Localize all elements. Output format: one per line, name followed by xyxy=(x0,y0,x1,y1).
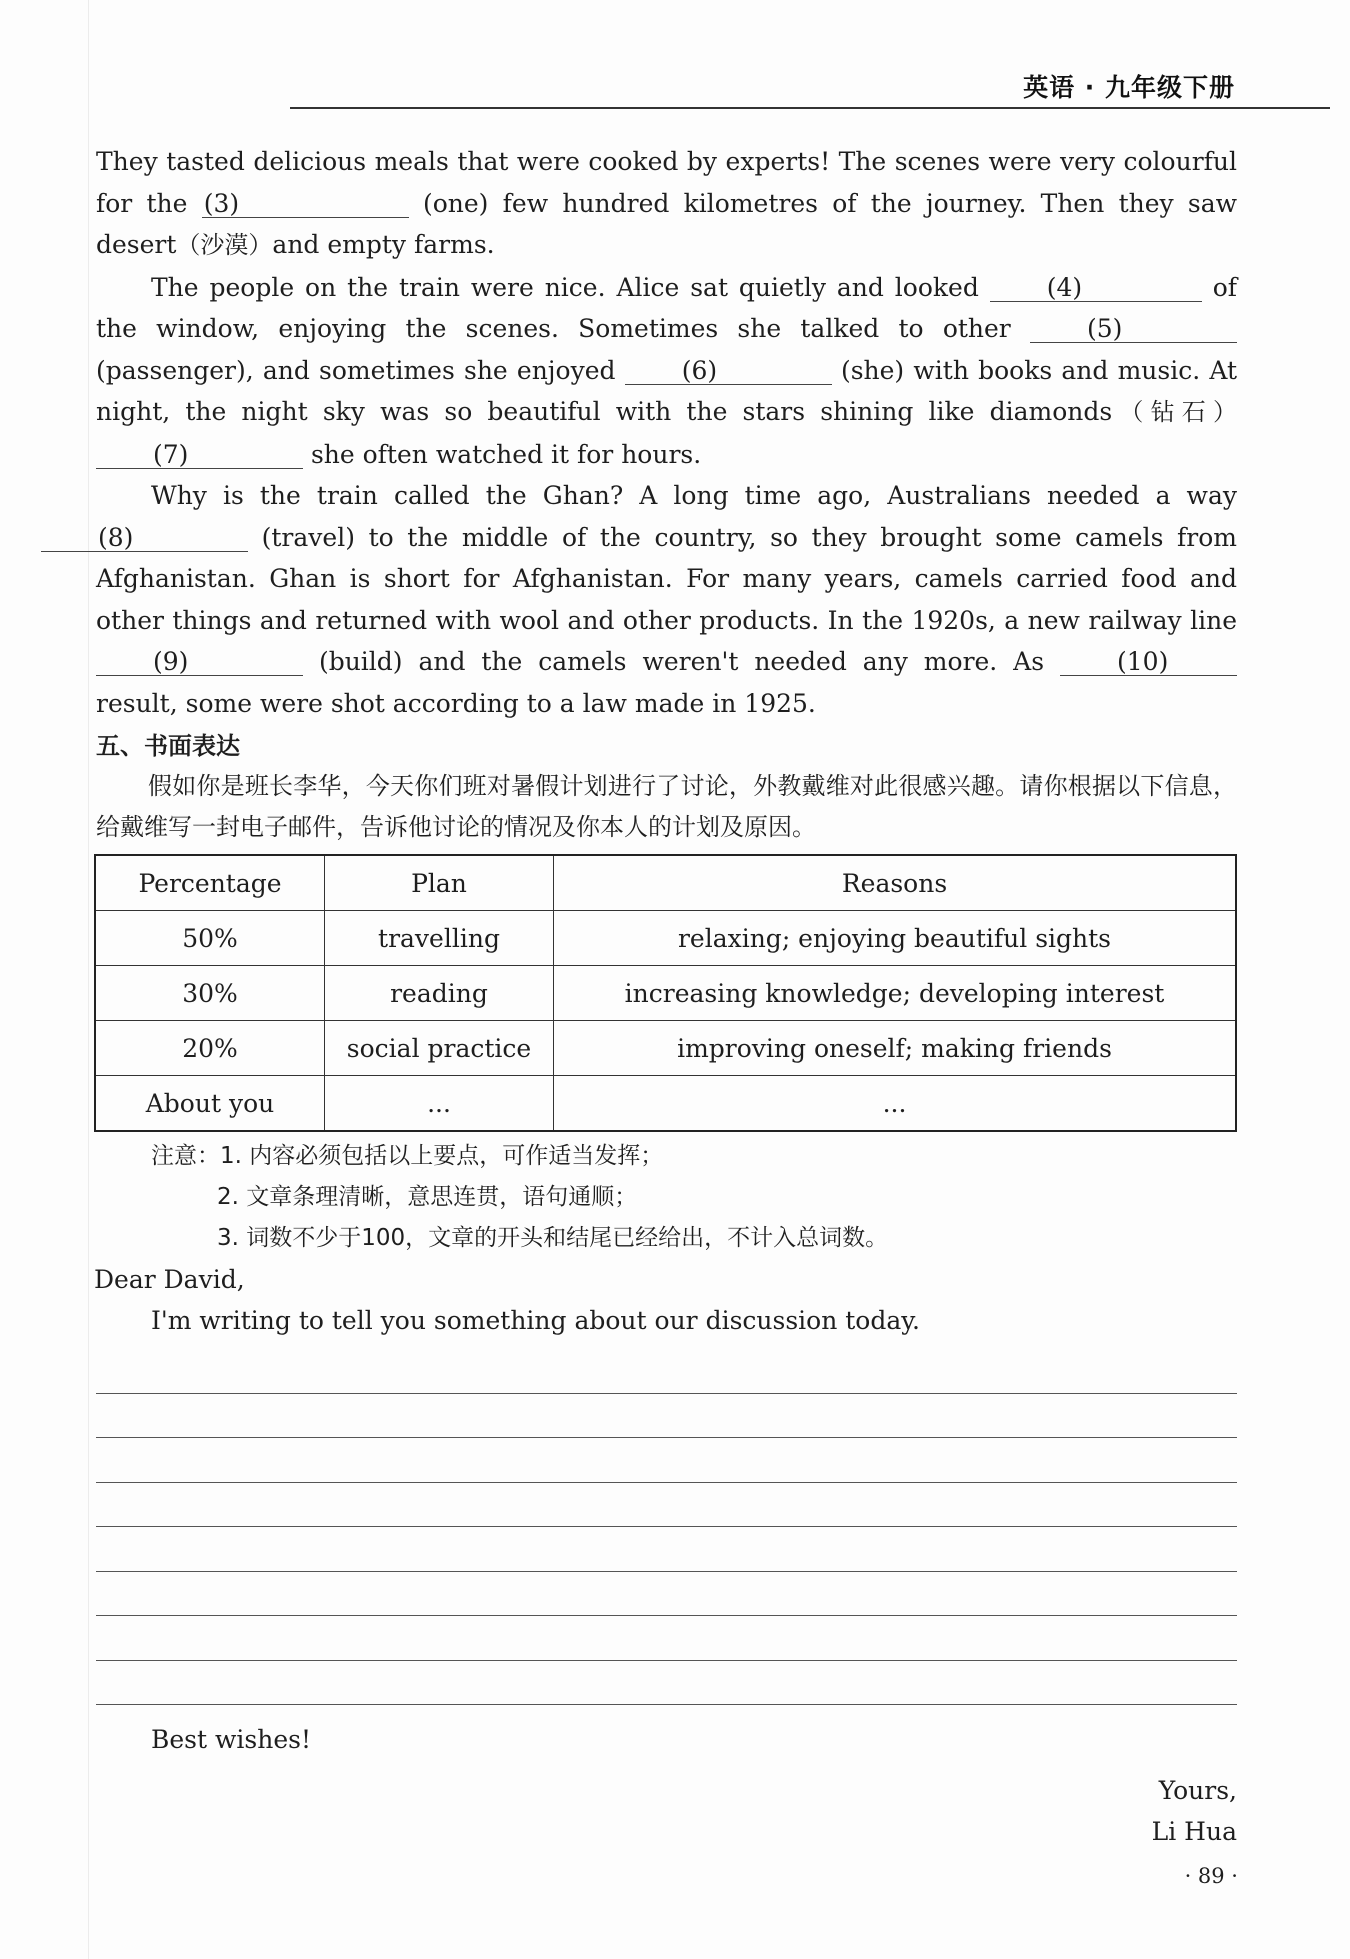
table-row xyxy=(95,911,1236,966)
passage-text: (one) few hundred kilometres of the journey. Then they saw desert xyxy=(96,188,1238,259)
blank-9[interactable]: (9) xyxy=(96,649,303,676)
table-cell: travelling xyxy=(325,911,554,966)
table-row xyxy=(95,1076,1236,1132)
blank-7[interactable]: (7) xyxy=(96,442,303,469)
passage-gloss: （沙 xyxy=(176,231,225,259)
blank-5[interactable]: (5) xyxy=(1030,316,1237,343)
letter xyxy=(96,1259,1237,1341)
table-cell: ... xyxy=(554,1076,1237,1132)
section-title: 五、书面表达 xyxy=(96,732,240,760)
table-cell: ... xyxy=(325,1076,554,1132)
table-cell: improving oneself; making friends xyxy=(554,1021,1237,1076)
table-cell: social practice xyxy=(325,1021,554,1076)
writing-line[interactable] xyxy=(96,1438,1237,1483)
passage-text: of the window, enjoying the scenes. Sometimes she talked to other xyxy=(96,272,1237,343)
writing-line[interactable] xyxy=(96,1483,1237,1528)
passage-paragraph-1 xyxy=(96,141,1237,267)
table-cell: 50% xyxy=(95,911,325,966)
table-cell: relaxing; enjoying beautiful sights xyxy=(554,911,1237,966)
passage-gloss: 漠） xyxy=(224,231,273,259)
table-row xyxy=(95,966,1236,1021)
passage-text: she often watched it for hours. xyxy=(310,439,702,469)
passage-text: (build) and the camels weren't needed any more. As xyxy=(318,647,1045,676)
letter-signoff xyxy=(96,1770,1237,1852)
binding-edge xyxy=(88,0,89,1959)
note-item: 注意：1. 内容必须包括以上要点，可作适当发挥； xyxy=(151,1143,664,1169)
header-rule xyxy=(290,107,1330,109)
table-header-row xyxy=(95,855,1236,911)
writing-lines xyxy=(96,1349,1237,1705)
table-row xyxy=(95,1021,1236,1076)
writing-line[interactable] xyxy=(96,1572,1237,1617)
table-header: Percentage xyxy=(95,855,325,911)
letter-closing: Best wishes! xyxy=(151,1725,311,1754)
passage-paragraph-2 xyxy=(96,267,1237,476)
table-cell: 30% xyxy=(95,966,325,1021)
signature: Li Hua xyxy=(1151,1817,1237,1846)
writing-line[interactable] xyxy=(96,1616,1237,1661)
passage-text: the xyxy=(146,188,188,218)
blank-10[interactable]: (10) xyxy=(1060,649,1237,676)
table-cell: About you xyxy=(95,1076,325,1132)
running-head: 英语 · 九年级下册 xyxy=(1023,73,1235,102)
plan-table xyxy=(94,854,1237,1132)
blank-4[interactable]: (4) xyxy=(990,275,1202,302)
passage-text: result, some were shot according to a law made in 1925. xyxy=(96,688,816,718)
passage-text: (travel) to the middle of the country, so they brought some camels from Afghanistan. Ghan is short for Afghanistan. For many years, camels carried food and other things and returned with wool and other products. In the 1920s, a new railway line xyxy=(96,522,1237,635)
table-cell: reading xyxy=(325,966,554,1021)
writing-instruction: 假如你是班长李华，今天你们班对暑假计划进行了讨论，外教戴维对此很感兴趣。请你根据以下信息，给戴维写一封电子邮件，告诉他讨论的情况及你本人的计划及原因。 xyxy=(96,772,1237,841)
passage-text: (passenger), and sometimes she enjoyed xyxy=(96,355,616,385)
note-item: 2. 文章条理清晰，意思连贯，语句通顺； xyxy=(217,1184,638,1210)
table-header: Plan xyxy=(325,855,554,911)
note-item: 3. 词数不少于100，文章的开头和结尾已经给出，不计入总词数。 xyxy=(217,1225,889,1251)
writing-line[interactable] xyxy=(96,1394,1237,1439)
letter-greeting: Dear David, xyxy=(94,1265,245,1294)
blank-3[interactable]: (3) xyxy=(202,191,409,218)
main-content xyxy=(96,141,1237,1852)
writing-line[interactable] xyxy=(96,1661,1237,1706)
table-cell: increasing knowledge; developing interest xyxy=(554,966,1237,1021)
writing-line[interactable] xyxy=(96,1349,1237,1394)
passage-text: The people on the train were nice. Alice sat quietly and looked xyxy=(151,272,979,302)
writing-line[interactable] xyxy=(96,1527,1237,1572)
passage-paragraph-3 xyxy=(96,475,1237,724)
letter-opening: I'm writing to tell you something about our discussion today. xyxy=(151,1306,921,1335)
passage-gloss: （钻石） xyxy=(1112,398,1237,426)
passage-text: and empty farms. xyxy=(272,230,495,259)
table-cell: 20% xyxy=(95,1021,325,1076)
table-header: Reasons xyxy=(554,855,1237,911)
passage-text: (she) with books and music. At night, the night sky was so beautiful with the stars shining like diamonds xyxy=(96,355,1238,426)
passage-text: They tasted delicious meals that were cooked by experts! The scenes were very colourful for xyxy=(96,147,1237,218)
passage-text: Why is the train called the Ghan? A long time ago, Australians needed a way xyxy=(151,481,1237,510)
blank-8[interactable]: (8) xyxy=(41,525,248,552)
notes xyxy=(96,1136,1237,1259)
blank-6[interactable]: (6) xyxy=(625,358,832,385)
page-number: · 89 · xyxy=(1184,1864,1238,1888)
signoff-line: Yours, xyxy=(1158,1776,1237,1805)
